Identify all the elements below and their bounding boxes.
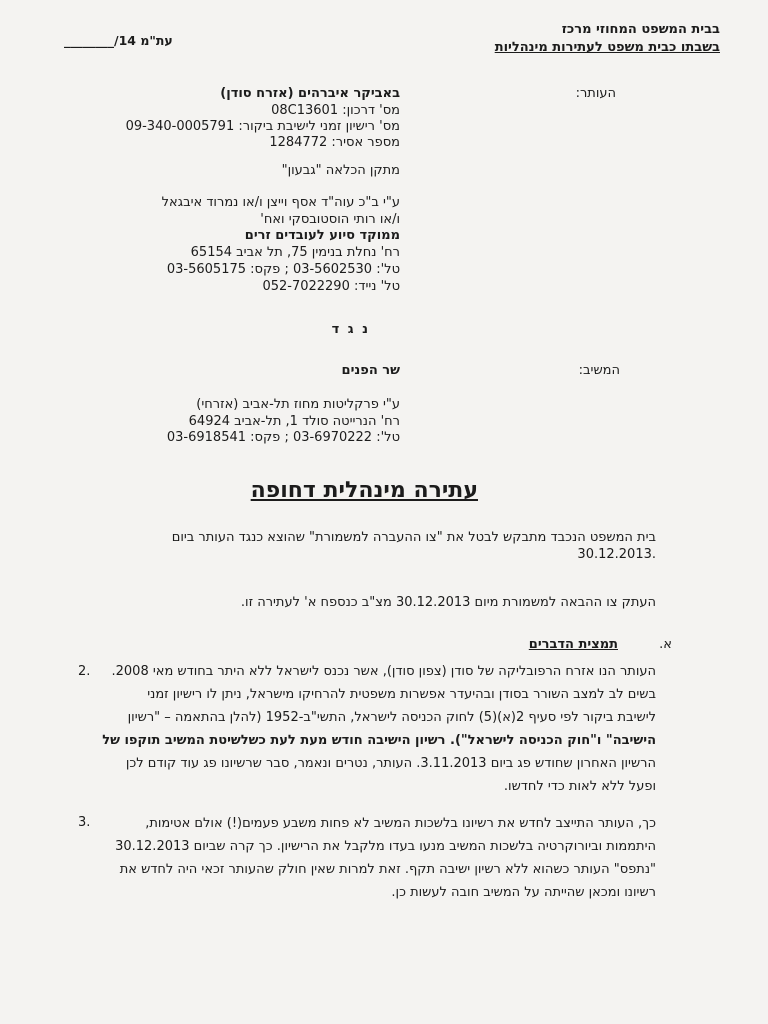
paragraph-3-line-4: רשיונו ומכאן שהייתה על המשיב חובה לעשות כן. bbox=[391, 885, 656, 900]
respondent-address: רח' הנרייטה סולד 1, תל-אביב 64924 bbox=[188, 414, 400, 429]
petitioner-prisoner-number: מספר אסיר: 1284772 bbox=[269, 135, 400, 150]
petitioner-facility: מתקן הכלאה "גבעון" bbox=[281, 163, 400, 178]
petitioner-passport: מס' דרכון: 08C13601 bbox=[271, 103, 400, 118]
court-name: בבית המשפט המחוזי מרכז bbox=[561, 22, 720, 37]
petitioner-address: רח' נחלת בנימין 75, תל אביב 65154 bbox=[190, 245, 400, 260]
paragraph-3-line-3: "נתפס" העותר כשהוא ללא רשיון ישיבה תקף. זאת למרות שאין חולק שהעותר זכאי היה לחדש את bbox=[119, 862, 656, 877]
petitioner-counsel-line2: ו/או רותי הוסטובסקי ואח' bbox=[260, 212, 400, 227]
paragraph-2-line-6: ופעל ללא לאות כדי לחדשו. bbox=[503, 779, 656, 794]
document-title: עתירה מינהלית דחופה bbox=[250, 478, 478, 503]
paragraph-2-line-1: העותר הנו אזרח הרפובליקה של סודן (צפון סודן), אשר נכנס לישראל ללא היתר בחודש מאי 2008. bbox=[111, 664, 656, 679]
respondent-name: שר הפנים bbox=[341, 363, 400, 378]
intro-line1: בית המשפט הנכבד מתבקש לבטל את "צו ההעברה למשמורת" שהוצא כנגד העותר ביום bbox=[171, 530, 656, 545]
paragraph-2-line-3: לישיבת ביקור לפי סעיף 2(א)(5) לחוק הכניסה לישראל, התשי"ב-1952 (להלן בהתאמה – "רשיון bbox=[127, 710, 656, 725]
versus-label: נ ג ד bbox=[331, 322, 370, 337]
intro-line2: 30.12.2013. bbox=[577, 547, 656, 562]
petitioner-visa-license: מס' רישיון זמני לישיבת ביקור: 09-340-0005791 bbox=[125, 119, 400, 134]
paragraph-2-line-5: הרשיון האחרון שחודש פג ביום 3.11.2013. העותר, נטרים ונאמר, סבר שרשיונו פג עוד קודם לכן bbox=[125, 756, 656, 771]
petitioner-organization: ממוקד סיוע לעובדים זרים bbox=[244, 228, 400, 243]
court-sitting: בשבתו כבית משפט לעתירות מינהליות bbox=[494, 40, 720, 55]
petitioner-name: באביקר איברהים (אזרח סודן) bbox=[220, 86, 400, 101]
respondent-label: המשיב: bbox=[578, 363, 620, 378]
paragraph-3-line-2: היתממות וביורוקרטיה בלשכות המשיב מנעו בעדו מלקבל את הרישיון. כך קרה שביום 30.12.2013 bbox=[115, 839, 656, 854]
petitioner-label: העותר: bbox=[575, 86, 616, 101]
respondent-phone-fax: טל': 03-6970222 ; פקס: 03-6918541 bbox=[166, 430, 400, 445]
paragraph-2-line-4: הישיבה" ו"חוק הכניסה לישראל"). רשיון הישיבה חודש מעת לעת כשלשיטת המשיב תוקפו של bbox=[102, 733, 656, 748]
paragraph-3 bbox=[96, 812, 656, 904]
paragraph-2-line-2: בשים לב למצב השורר בסודן ובהיעדר אפשרות משפטית להרחיקו מישראל, ניתן לו רישיון זמני bbox=[147, 687, 656, 702]
respondent-counsel: ע"י פרקליטות מחוז תל-אביב (אזרחי) bbox=[196, 397, 400, 412]
paragraph-2 bbox=[96, 660, 656, 798]
petitioner-mobile: טל' נייד: 052-7022290 bbox=[262, 279, 400, 294]
petitioner-phone-fax: טל': 03-5602530 ; פקס: 03-5605175 bbox=[166, 262, 400, 277]
paragraph-2-number: 2. bbox=[78, 664, 91, 679]
petitioner-counsel-line1: ע"י ב"כ עוה"ד אסף וייצן ו/או נמרוד איבגאל bbox=[161, 195, 400, 210]
case-number: עת"מ 14/________ bbox=[64, 33, 173, 48]
paragraph-3-number: 3. bbox=[78, 815, 91, 830]
section-letter: א. bbox=[659, 637, 672, 652]
section-heading: תמצית הדברים bbox=[528, 637, 618, 652]
attachment-note: העתק צו ההבאה למשמורת מיום 30.12.2013 מצ"ב כנספח א' לעתירה זו. bbox=[240, 595, 656, 610]
paragraph-3-line-1: כך, העותר התייצב לחדש את רשיונו בלשכות המשיב לא פחות משבע פעמים(!) אולם אטימות, bbox=[145, 816, 656, 831]
